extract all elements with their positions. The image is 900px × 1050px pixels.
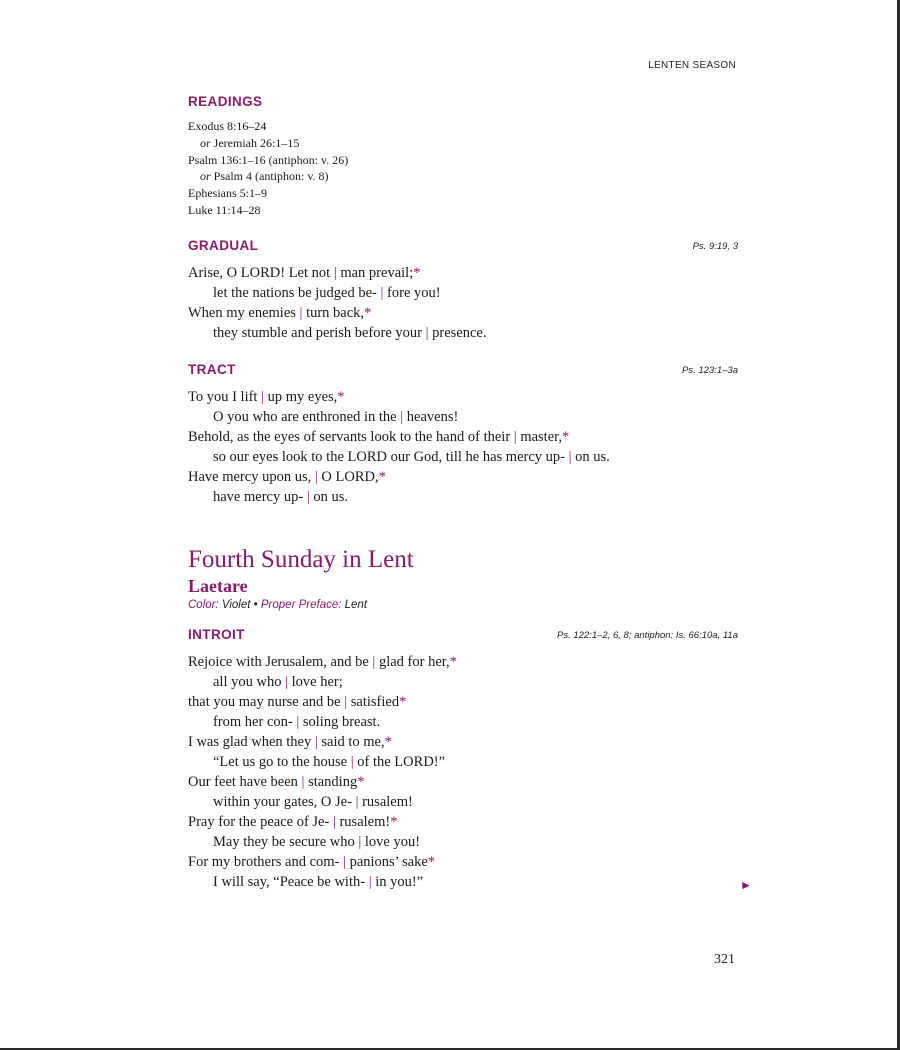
liturgical-color-line: Color: Violet • Proper Preface: Lent bbox=[188, 598, 368, 611]
reading-item: or Psalm 4 (antiphon: v. 8) bbox=[200, 169, 329, 184]
asterisk-mark: * bbox=[390, 813, 398, 830]
introit-citation: Ps. 122:1–2, 6, 8; antiphon: Is. 66:10a, 11a bbox=[557, 629, 738, 641]
continue-arrow-icon: ► bbox=[740, 878, 752, 892]
sunday-title: Fourth Sunday in Lent bbox=[188, 545, 414, 573]
tract-heading: TRACT Ps. 123:1–3a bbox=[188, 361, 738, 377]
asterisk-mark: * bbox=[413, 264, 421, 281]
verse-line: I will say, “Peace be with- | in you!” bbox=[213, 873, 424, 890]
verse-line: I was glad when they | said to me,* bbox=[188, 733, 392, 750]
verse-line: May they be secure who | love you! bbox=[213, 833, 421, 850]
verse-line: let the nations be judged be- | fore you! bbox=[213, 284, 441, 301]
pointing-bar: | bbox=[350, 753, 354, 770]
readings-list bbox=[188, 118, 738, 219]
verse-line: within your gates, O Je- | rusalem! bbox=[213, 793, 413, 810]
pointing-bar: | bbox=[568, 448, 572, 465]
pointing-bar: | bbox=[261, 388, 264, 405]
verse-line: Arise, O LORD! Let not | man prevail;* bbox=[188, 264, 421, 281]
asterisk-mark: * bbox=[427, 853, 436, 870]
verse-line: from her con- | soling breast. bbox=[213, 713, 381, 730]
pointing-bar: | bbox=[358, 833, 362, 850]
tract-text bbox=[188, 387, 738, 507]
asterisk-mark: * bbox=[384, 733, 392, 750]
verse-line: Rejoice with Jerusalem, and be | glad for her,* bbox=[188, 653, 457, 670]
pointing-bar: | bbox=[332, 813, 336, 830]
reading-item: Exodus 8:16–24 bbox=[188, 119, 267, 133]
reading-item: Ephesians 5:1–9 bbox=[188, 186, 267, 201]
verse-line: Pray for the peace of Je- | rusalem!* bbox=[188, 813, 398, 830]
pointing-bar: | bbox=[301, 773, 305, 790]
pointing-bar: | bbox=[372, 653, 376, 670]
pointing-bar: | bbox=[355, 793, 359, 810]
page-content bbox=[188, 94, 738, 892]
pointing-bar: | bbox=[285, 673, 288, 690]
pointing-bar: | bbox=[343, 853, 346, 870]
pointing-bar: | bbox=[380, 284, 384, 301]
pointing-bar: | bbox=[425, 324, 429, 341]
pointing-bar: | bbox=[314, 468, 318, 485]
verse-line: Have mercy upon us, | O LORD,* bbox=[188, 468, 386, 485]
verse-line: so our eyes look to the LORD our God, till he has mercy up- | on us. bbox=[213, 448, 610, 465]
pointing-bar: | bbox=[368, 873, 372, 890]
running-head: LENTEN SEASON bbox=[648, 60, 736, 71]
reading-item: Luke 11:14–28 bbox=[188, 202, 261, 217]
asterisk-mark: * bbox=[357, 773, 365, 790]
verse-line: they stumble and perish before your | presence. bbox=[213, 324, 487, 341]
verse-line: have mercy up- | on us. bbox=[213, 488, 348, 505]
sunday-subtitle: Laetare bbox=[188, 575, 248, 596]
gradual-text bbox=[188, 263, 738, 343]
verse-line: O you who are enthroned in the | heavens! bbox=[213, 408, 459, 425]
verse-line: For my brothers and com- | panions’ sake* bbox=[188, 853, 436, 870]
tract-citation: Ps. 123:1–3a bbox=[682, 364, 738, 376]
verse-line: “Let us go to the house | of the LORD!” bbox=[213, 753, 446, 770]
verse-line: To you I lift | up my eyes,* bbox=[188, 388, 345, 405]
asterisk-mark: * bbox=[364, 304, 372, 321]
readings-heading: READINGS bbox=[188, 94, 263, 109]
pointing-bar: | bbox=[400, 408, 404, 425]
page-number: 321 bbox=[714, 952, 735, 967]
gradual-heading: GRADUAL Ps. 9:19, 3 bbox=[188, 237, 738, 253]
verse-line: that you may nurse and be | satisfied* bbox=[188, 693, 407, 710]
pointing-bar: | bbox=[299, 304, 303, 321]
pointing-bar: | bbox=[344, 693, 348, 710]
verse-line: all you who | love her; bbox=[213, 673, 343, 690]
reading-item: or Jeremiah 26:1–15 bbox=[200, 135, 300, 150]
asterisk-mark: * bbox=[562, 428, 570, 445]
asterisk-mark: * bbox=[399, 693, 407, 710]
verse-line: When my enemies | turn back,* bbox=[188, 304, 372, 321]
bullet-separator: • bbox=[253, 598, 258, 611]
pointing-bar: | bbox=[513, 428, 517, 445]
asterisk-mark: * bbox=[337, 388, 345, 405]
verse-line: Behold, as the eyes of servants look to the hand of their | master,* bbox=[188, 428, 570, 445]
pointing-bar: | bbox=[314, 733, 318, 750]
asterisk-mark: * bbox=[449, 653, 457, 670]
pointing-bar: | bbox=[306, 488, 310, 505]
introit-heading: INTROIT Ps. 122:1–2, 6, 8; antiphon: Is. 66:10a, 11a bbox=[188, 626, 738, 642]
pointing-bar: | bbox=[296, 713, 300, 730]
reading-item: Psalm 136:1–16 (antiphon: v. 26) bbox=[188, 152, 349, 167]
gradual-citation: Ps. 9:19, 3 bbox=[692, 240, 738, 252]
pointing-bar: | bbox=[333, 264, 337, 281]
verse-line: Our feet have been | standing* bbox=[188, 773, 365, 790]
introit-text bbox=[188, 652, 738, 892]
asterisk-mark: * bbox=[378, 468, 386, 485]
